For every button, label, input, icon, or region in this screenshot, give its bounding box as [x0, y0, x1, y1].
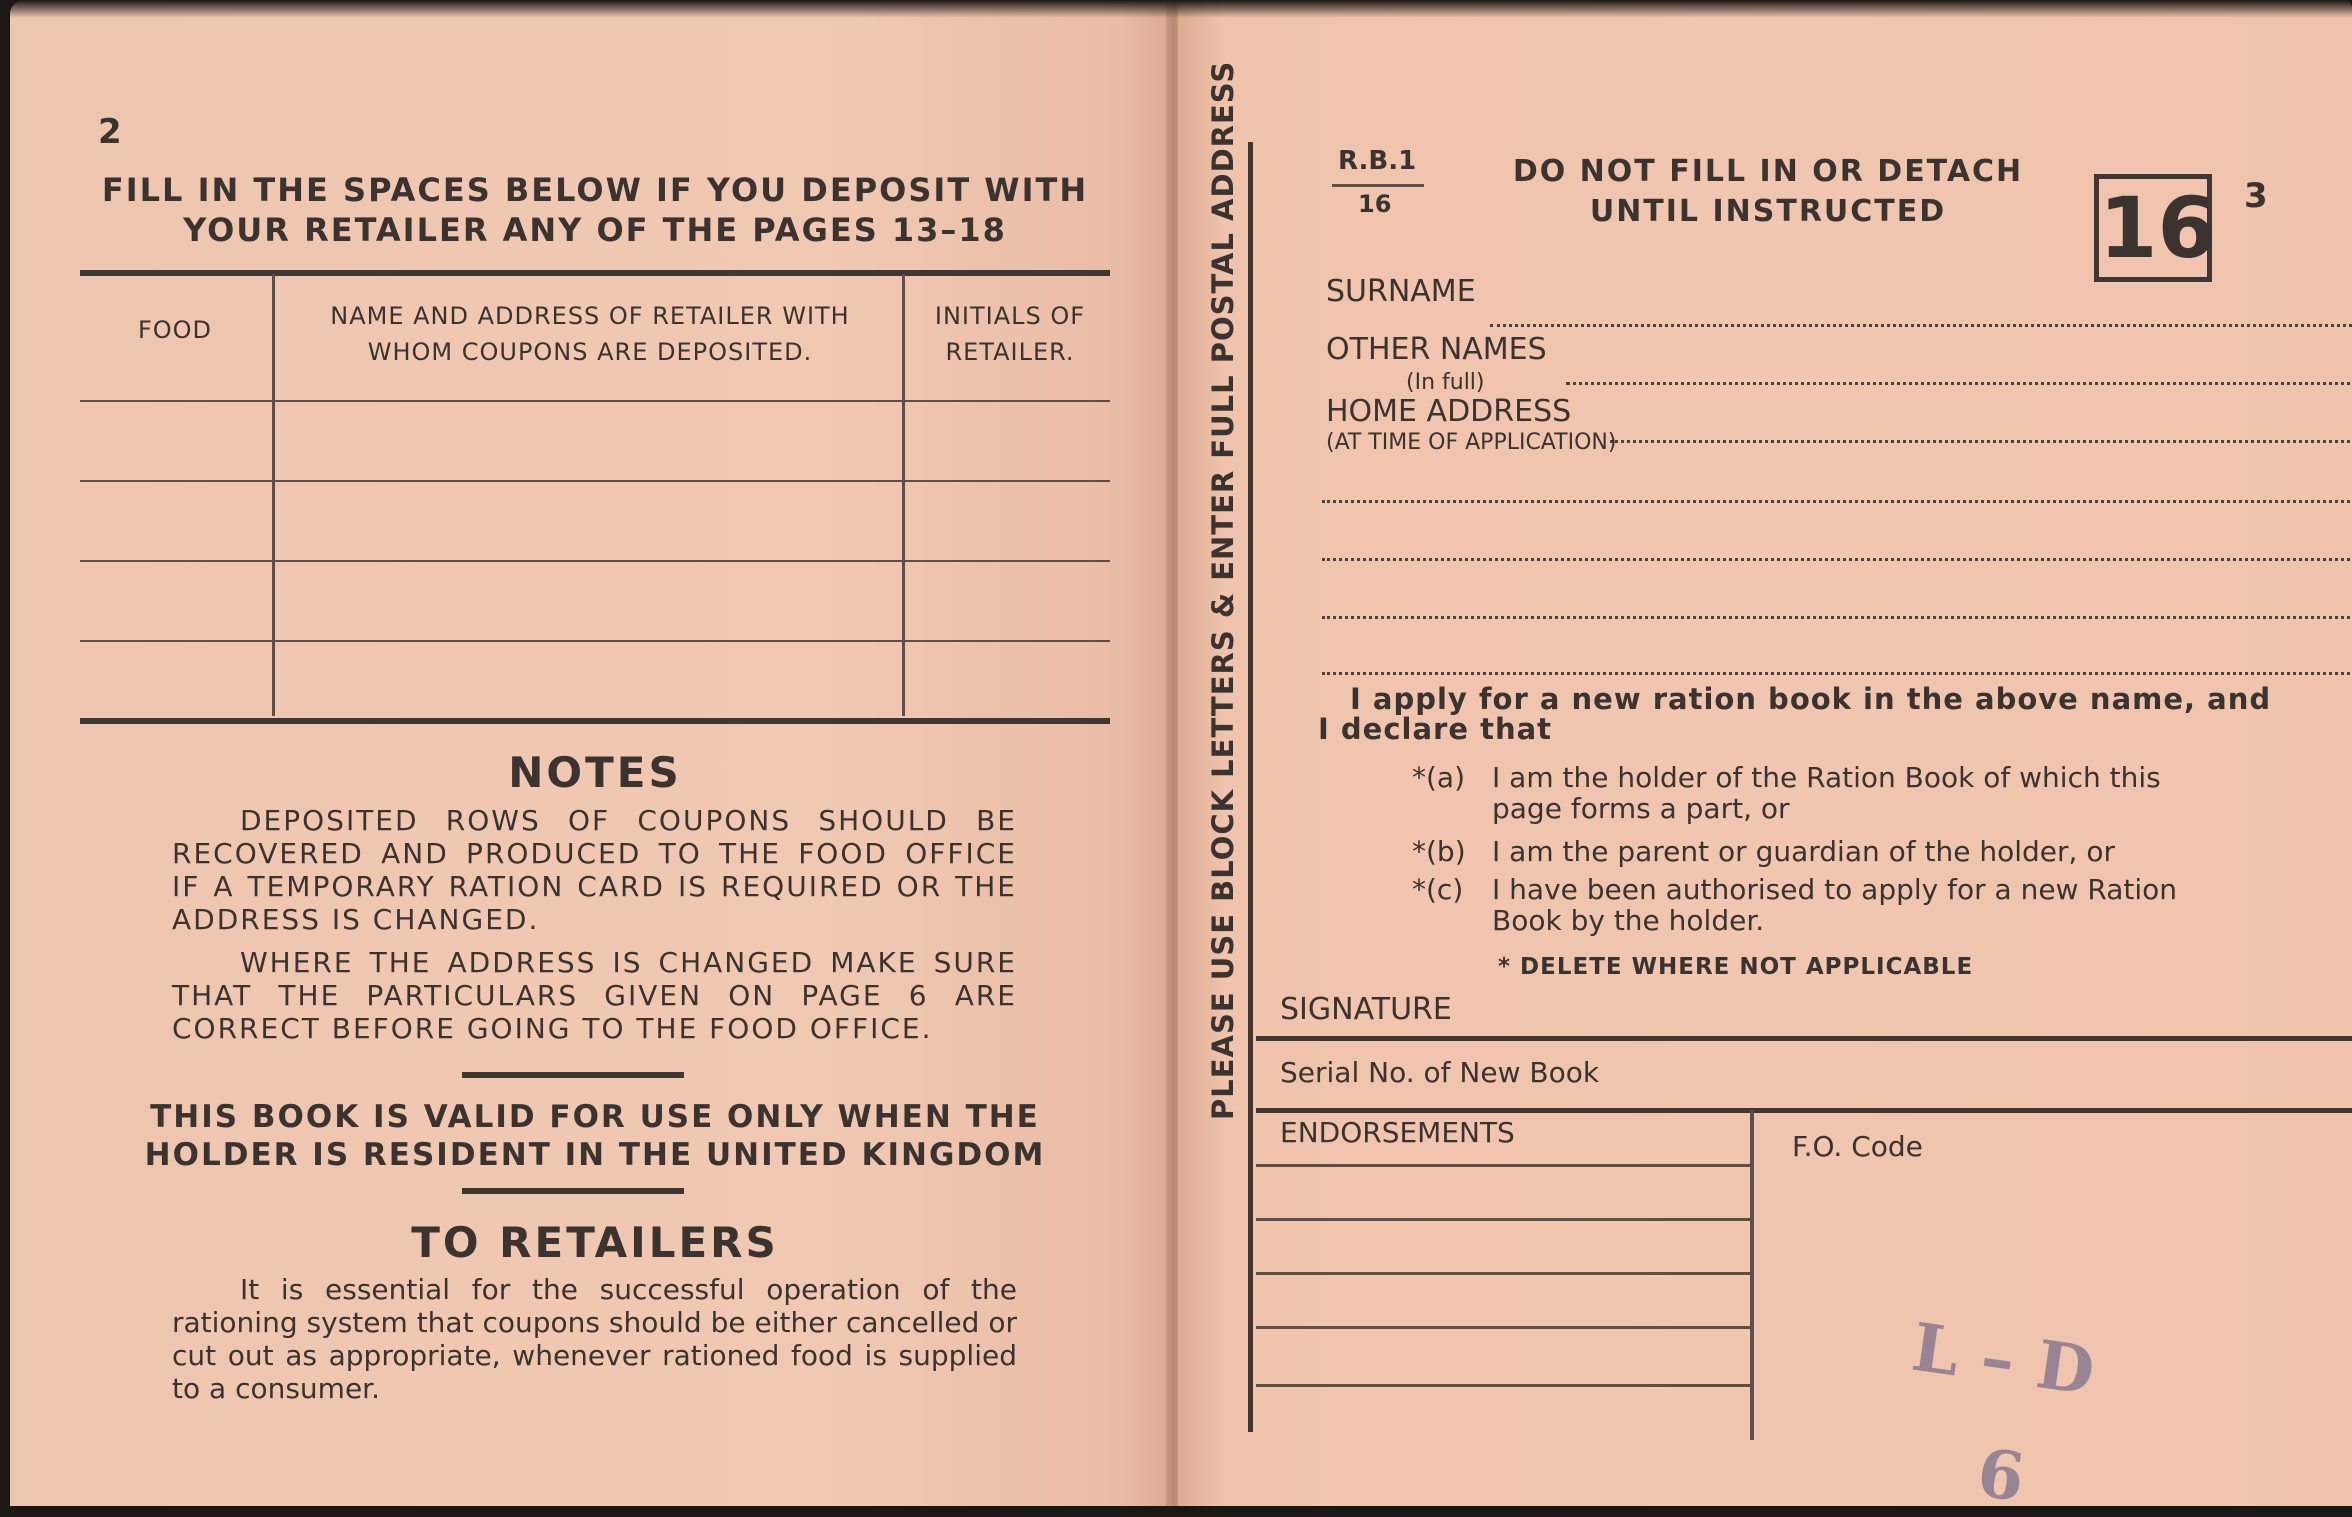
validity-line-1: THIS BOOK IS VALID FOR USE ONLY WHEN THE: [150, 1099, 1040, 1135]
surname-label: SURNAME: [1326, 274, 1476, 309]
table-top-rule: [80, 270, 1110, 276]
retailers-text: It is essential for the successful operation of the rationing system that coupons should be either cancelled or cut out as appropriate, whenever rationed food is supplied to a consumer.: [172, 1273, 1017, 1405]
endorsements-divider: [1750, 1110, 1754, 1440]
surname-field[interactable]: [1490, 324, 2352, 327]
form-code-rule: [1332, 184, 1424, 187]
retailers-title: TO RETAILERS: [411, 1218, 779, 1267]
vertical-rule: [1248, 142, 1253, 1432]
instruction-line-1: FILL IN THE SPACES BELOW IF YOU DEPOSIT WITH: [101, 171, 1089, 209]
table-bottom-rule: [80, 718, 1110, 724]
notes-paragraph-1: DEPOSITED ROWS OF COUPONS SHOULD BE RECOVERED AND PRODUCED TO THE FOOD OFFICE IF A TEMPORARY RATION CARD IS REQUIRED OR THE ADDRESS IS CHANGED.: [172, 804, 1017, 936]
address-line-2[interactable]: [1322, 500, 2352, 503]
endorsement-row[interactable]: [1256, 1218, 1750, 1221]
at-time-note: (AT TIME OF APPLICATION): [1326, 430, 1617, 455]
endorsements-label: ENDORSEMENTS: [1280, 1116, 1515, 1149]
top-edge-shadow: [0, 0, 2352, 18]
col-header-retailer: NAME AND ADDRESS OF RETAILER WITH WHOM COUPONS ARE DEPOSITED.: [330, 302, 850, 366]
instruction-line-2: YOUR RETAILER ANY OF THE PAGES 13–18: [183, 211, 1007, 249]
notes-paragraph-2: WHERE THE ADDRESS IS CHANGED MAKE SURE THAT THE PARTICULARS GIVEN ON PAGE 6 ARE CORRECT BEFORE GOING TO THE FOOD OFFICE.: [172, 946, 1017, 1045]
page-number: 2: [98, 112, 122, 152]
office-stamp: L – D: [1907, 1307, 2100, 1411]
clause-text: Book by the holder.: [1492, 904, 1765, 937]
endorsement-row[interactable]: [1256, 1384, 1750, 1387]
notes-title: NOTES: [508, 748, 682, 797]
clause-text: I have been authorised to apply for a new Ration: [1492, 873, 2178, 906]
clause-marker: *(b): [1412, 835, 1466, 868]
delete-note: * DELETE WHERE NOT APPLICABLE: [1498, 954, 1974, 980]
endorsement-row[interactable]: [1256, 1326, 1750, 1329]
address-line-4[interactable]: [1322, 616, 2352, 619]
home-address-label: HOME ADDRESS: [1326, 394, 1572, 429]
declaration-line-2: I declare that: [1318, 712, 1553, 746]
clause-marker: *(c): [1412, 873, 1464, 906]
fo-code-label: F.O. Code: [1792, 1130, 1923, 1163]
form-code-bottom: 16: [1358, 190, 1392, 218]
clause-text: page forms a part, or: [1492, 792, 1790, 825]
deposit-instruction: [70, 170, 1120, 250]
table-row: [80, 400, 1110, 402]
signature-label: SIGNATURE: [1280, 992, 1452, 1027]
left-page: [10, 0, 1170, 1506]
detach-warning: [1468, 152, 2068, 232]
address-line-3[interactable]: [1322, 558, 2352, 561]
divider: [462, 1188, 684, 1194]
in-full-note: (In full): [1406, 370, 1485, 395]
warning-line-2: UNTIL INSTRUCTED: [1589, 194, 1947, 229]
clause-marker: *(a): [1412, 761, 1466, 794]
serial-rule[interactable]: [1256, 1108, 2352, 1113]
serial-label: Serial No. of New Book: [1280, 1056, 1600, 1089]
office-stamp-digit: 6: [1972, 1433, 2030, 1517]
side-instruction: PLEASE USE BLOCK LETTERS & ENTER FULL POSTAL ADDRESS: [1206, 60, 1240, 1120]
table-row: [80, 480, 1110, 482]
address-line-5[interactable]: [1322, 672, 2352, 675]
validity-notice: [70, 1098, 1120, 1174]
coupon-number-box: 16: [2094, 174, 2212, 282]
form-code-top: R.B.1: [1338, 146, 1417, 176]
table-col-divider: [902, 274, 905, 716]
declaration-line-1: I apply for a new ration book in the above name, and: [1350, 682, 2272, 716]
col-header-initials: INITIALS OF RETAILER.: [934, 302, 1086, 366]
endorsement-row[interactable]: [1256, 1272, 1750, 1275]
divider: [462, 1072, 684, 1078]
clause-text: I am the parent or guardian of the holder, or: [1492, 835, 2115, 868]
validity-line-2: HOLDER IS RESIDENT IN THE UNITED KINGDOM: [144, 1137, 1046, 1173]
warning-line-1: DO NOT FILL IN OR DETACH: [1512, 154, 2024, 189]
col-header-food: FOOD: [137, 316, 213, 344]
signature-rule[interactable]: [1256, 1036, 2352, 1041]
right-page: [1178, 0, 2352, 1517]
table-row: [80, 640, 1110, 642]
table-col-divider: [272, 274, 275, 716]
other-names-label: OTHER NAMES: [1326, 332, 1547, 367]
table-row: [80, 560, 1110, 562]
clause-text: I am the holder of the Ration Book of which this: [1492, 761, 2161, 794]
other-names-field[interactable]: [1566, 382, 2352, 385]
home-address-field[interactable]: [1610, 440, 2352, 443]
endorsement-row[interactable]: [1256, 1164, 1750, 1167]
page-number: 3: [2244, 176, 2268, 216]
